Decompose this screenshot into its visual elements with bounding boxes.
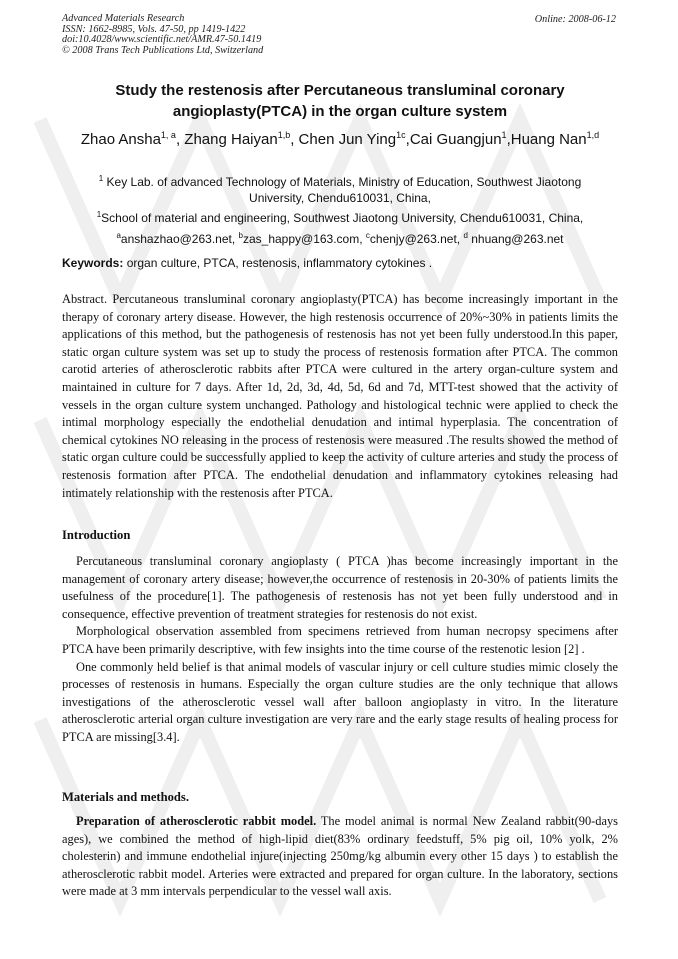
author-sup: 1, a xyxy=(160,130,176,140)
author-name: Cai Guangjun xyxy=(409,131,502,148)
keywords-text: organ culture, PTCA, restenosis, inflammatory cytokines . xyxy=(123,256,433,270)
paragraph: Morphological observation assembled from specimens retrieved from human necropsy specimens after PTCA have been primarily descriptive, with few insights into the time course of the restenotic lesion [2] . xyxy=(62,624,618,656)
email-list xyxy=(62,232,618,247)
author-sup: 1c xyxy=(396,130,406,140)
author-name: Zhang Haiyan xyxy=(184,131,278,148)
author-name: Zhao Ansha xyxy=(80,131,161,148)
introduction-section xyxy=(62,553,618,747)
paragraph-text: The model animal is normal New Zealand rabbit(90-days ages), we combined the method of high-lipid diet(83% ordinary feedstuff, 5% pig oil, 10% yolk, 2% cholesterin) and immune endothelial injure(injecting 250mg/kg albumin every other 15 days ) to establish the atherosclerotic rabbit model. Arteries were extracted and prepared for organ culture. In the laboratory, sections were made at 3 mm intervals perpendicular to the vessel wall axis. xyxy=(62,814,618,899)
section-heading-introduction: Introduction xyxy=(62,528,131,542)
keywords xyxy=(62,256,618,271)
affiliation-1 xyxy=(62,175,618,206)
email-sup: d xyxy=(463,231,468,240)
materials-methods-section xyxy=(62,813,618,901)
affiliation-text: School of material and engineering, Southwest Jiaotong University, Chendu610031, China, xyxy=(101,211,584,225)
paper-title xyxy=(62,80,618,122)
paragraph: One commonly held belief is that animal models of vascular injury or cell culture studies mimic closely the processes of restenosis in humans. Especially the organ culture studies are the only technique that allows investigations of the atherosclerotic vessel wall after balloon angioplasty in vitro. In the literature atherosclerotic arterial organ culture investigation are very rare and the early stage results of healing process for PTCA are missing[3.4]. xyxy=(62,659,618,744)
email-sup: c xyxy=(365,231,370,240)
subsection-heading: Preparation of atherosclerotic rabbit model. xyxy=(76,814,317,828)
issn-line: ISSN: 1662-8985, Vols. 47-50, pp 1419-1422 xyxy=(62,23,246,35)
journal-name: Advanced Materials Research xyxy=(62,13,185,24)
affiliation-2 xyxy=(62,211,618,227)
author-sup: 1,d xyxy=(586,130,600,140)
email-link[interactable]: anshazhao@263.net, xyxy=(120,232,239,246)
email-link[interactable]: nhuang@263.net xyxy=(467,232,564,246)
title-line-2: angioplasty(PTCA) in the organ culture system xyxy=(172,103,508,120)
author-sup: 1,b xyxy=(277,130,291,140)
author-name: Chen Jun Ying xyxy=(298,131,397,148)
title-line-1: Study the restenosis after Percutaneous transluminal coronary xyxy=(115,82,565,99)
keywords-label: Keywords: xyxy=(62,256,124,270)
affiliation-text: University, Chendu610031, China, xyxy=(249,190,431,205)
copyright-line: © 2008 Trans Tech Publications Ltd, Switzerland xyxy=(62,44,264,56)
email-sup: b xyxy=(238,231,243,240)
affiliation-sup: 1 xyxy=(98,174,104,183)
author-list: Zhao Ansha$^{1, a}$, Zhang Haiyan$^{1,b}$, Chen Jun Ying$^{1c}$,Cai Guangjun$^1$,Huang Nan$^{1,d}$ xyxy=(80,130,600,148)
paragraph: Percutaneous transluminal coronary angioplasty ( PTCA )has become increasingly important in the management of coronary artery disease; however,the occurrence of restenosis in 20-30% of patients limits the usefulness of the procedure[1]. The pathogenesis of restenosis has not yet been fully understood and in consequence, effective prevention of treatment strategies for restenosis do not exist. xyxy=(62,554,618,621)
abstract: Abstract. Percutaneous transluminal coronary angioplasty(PTCA) has become increasingly important in the therapy of coronary artery disease. However, the high restenosis occurrence of 20%~30% in patients limits the applications of this method, but the pathogenesis of restenosis has not yet been fully understood.In this paper, static organ culture system was set up to study the process of restenosis formation after PTCA. The common carotid arteries of atherosclerotic rabbits after PTCA were cultured in the artery organ-culture system and maintained in culture for 7 days. After 1d, 2d, 3d, 4d, 5d, 6d and 7d, MTT-test showed that the activity of vessels in the organ culture system unchanged. Pathology and histological technic were applied to check the intimal morphology especially the endothelial denudation and intimal hyperplasia. The concentration of chemical cytokines NO releasing in the process of restenosis were measured .The results showed the method of static organ culture could be successfully applied to keep the activity of culture arteries and study the process of restenosis formation after PTCA. The endothelial denudation and inflammatory cytokines releasing had intimately relationship with the restenosis after PTCA. xyxy=(62,292,618,500)
email-link[interactable]: chenjy@263.net, xyxy=(369,232,464,246)
section-heading-materials-methods: Materials and methods. xyxy=(62,790,189,804)
author-name: Huang Nan xyxy=(510,131,587,148)
affiliation-text: Key Lab. of advanced Technology of Materials, Ministry of Education, Southwest Jiaotong xyxy=(103,175,582,189)
paragraph xyxy=(62,813,618,901)
doi-line: doi:10.4028/www.scientific.net/AMR.47-50.1419 xyxy=(62,34,262,46)
affiliation-sup: 1 xyxy=(96,210,102,219)
email-sup: a xyxy=(116,231,121,240)
online-date: Online: 2008-06-12 xyxy=(534,14,616,25)
author-sup: 1 xyxy=(501,130,507,140)
email-link[interactable]: zas_happy@163.com, xyxy=(242,232,366,246)
